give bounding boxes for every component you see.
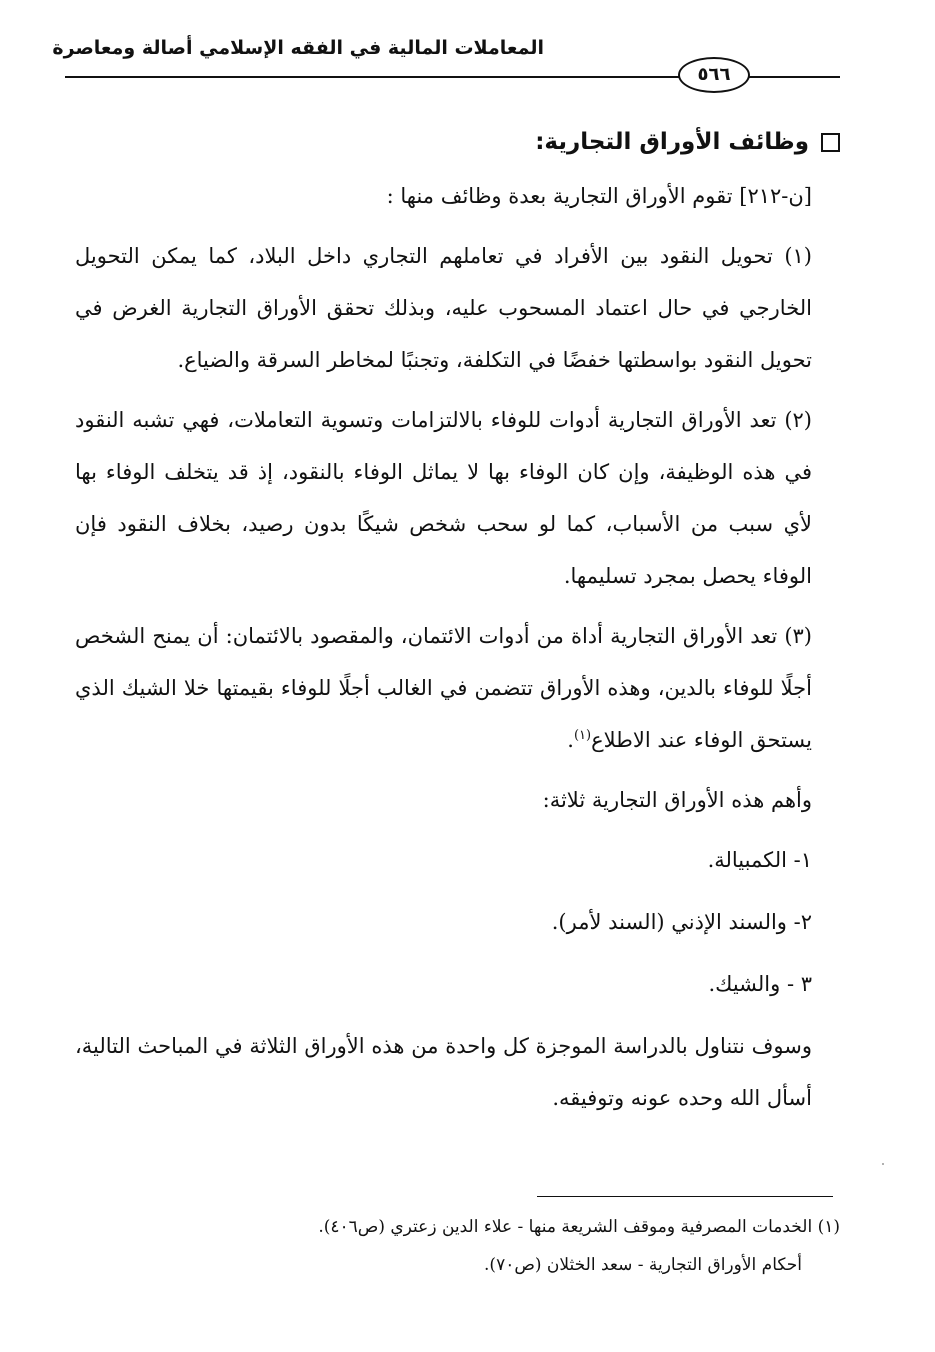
closing-paragraph: وسوف نتناول بالدراسة الموجزة كل واحدة من هذه الأوراق الثلاثة في المباحث التالية، أسأل الله وحده عونه وتوفيقه. <box>75 1034 812 1110</box>
paragraph-3-text: (٣) تعد الأوراق التجارية أداة من أدوات الائتمان، والمقصود بالائتمان: أن يمنح الشخص أجلًا للوفاء بالدين، وهذه الأوراق تتضمن في الغالب أجلًا للوفاء بقيمتها خلا الشيك الذي يستحق الوفاء عند الاطلاع <box>75 624 812 752</box>
list-intro: وأهم هذه الأوراق التجارية ثلاثة: <box>542 788 812 812</box>
footnote-1-continued: أحكام الأوراق التجارية - سعد الخثلان (ص٧٠). <box>484 1255 802 1275</box>
page-number: ٥٦٦ <box>678 57 750 93</box>
section-heading <box>75 118 840 166</box>
square-bullet-icon <box>821 133 840 152</box>
intro-paragraph: [ن-٢١٢] تقوم الأوراق التجارية بعدة وظائف منها : <box>386 184 812 208</box>
list-item: ٢- والسند الإذني (السند لأمر). <box>551 910 812 934</box>
footnote-separator <box>537 1196 833 1197</box>
footnotes <box>150 1208 840 1284</box>
footnote-1: (١) الخدمات المصرفية وموقف الشريعة منها - علاء الدين زعتري (ص٤٠٦). <box>318 1217 840 1237</box>
list-item: ٣ - والشيك. <box>708 972 812 996</box>
paragraph-3 <box>75 610 840 766</box>
section-heading-text: وظائف الأوراق التجارية: <box>535 129 809 155</box>
scan-speck <box>882 1163 884 1165</box>
paragraph-1: (١) تحويل النقود بين الأفراد في تعاملهم التجاري داخل البلاد، كما يمكن التحويل الخارجي في حال اعتماد المسحوب عليه، وبذلك تحقق الأوراق التجارية الغرض في تحويل النقود بواسطتها خفضًا في التكلفة، وتجنبًا لمخاطر السرقة والضياع. <box>75 244 812 372</box>
main-text <box>75 118 840 1132</box>
footnote-ref: (١) <box>573 728 592 743</box>
list-item: ١- الكمبيالة. <box>707 848 812 872</box>
paragraph-2: (٢) تعد الأوراق التجارية أدوات للوفاء بالالتزامات وتسوية التعاملات، فهي تشبه النقود في هذه الوظيفة، وإن كان الوفاء بها لا يماثل الوفاء بالنقود، إذ قد يتخلف الوفاء بها لأي سبب من الأسباب، كما لو سحب شخص شيكًا بدون رصيد، بخلاف النقود فإن الوفاء يحصل بمجرد تسليمها. <box>75 408 812 588</box>
paragraph-3-end: . <box>567 728 574 752</box>
running-title: المعاملات المالية في الفقه الإسلامي أصالة ومعاصرة <box>52 37 544 59</box>
